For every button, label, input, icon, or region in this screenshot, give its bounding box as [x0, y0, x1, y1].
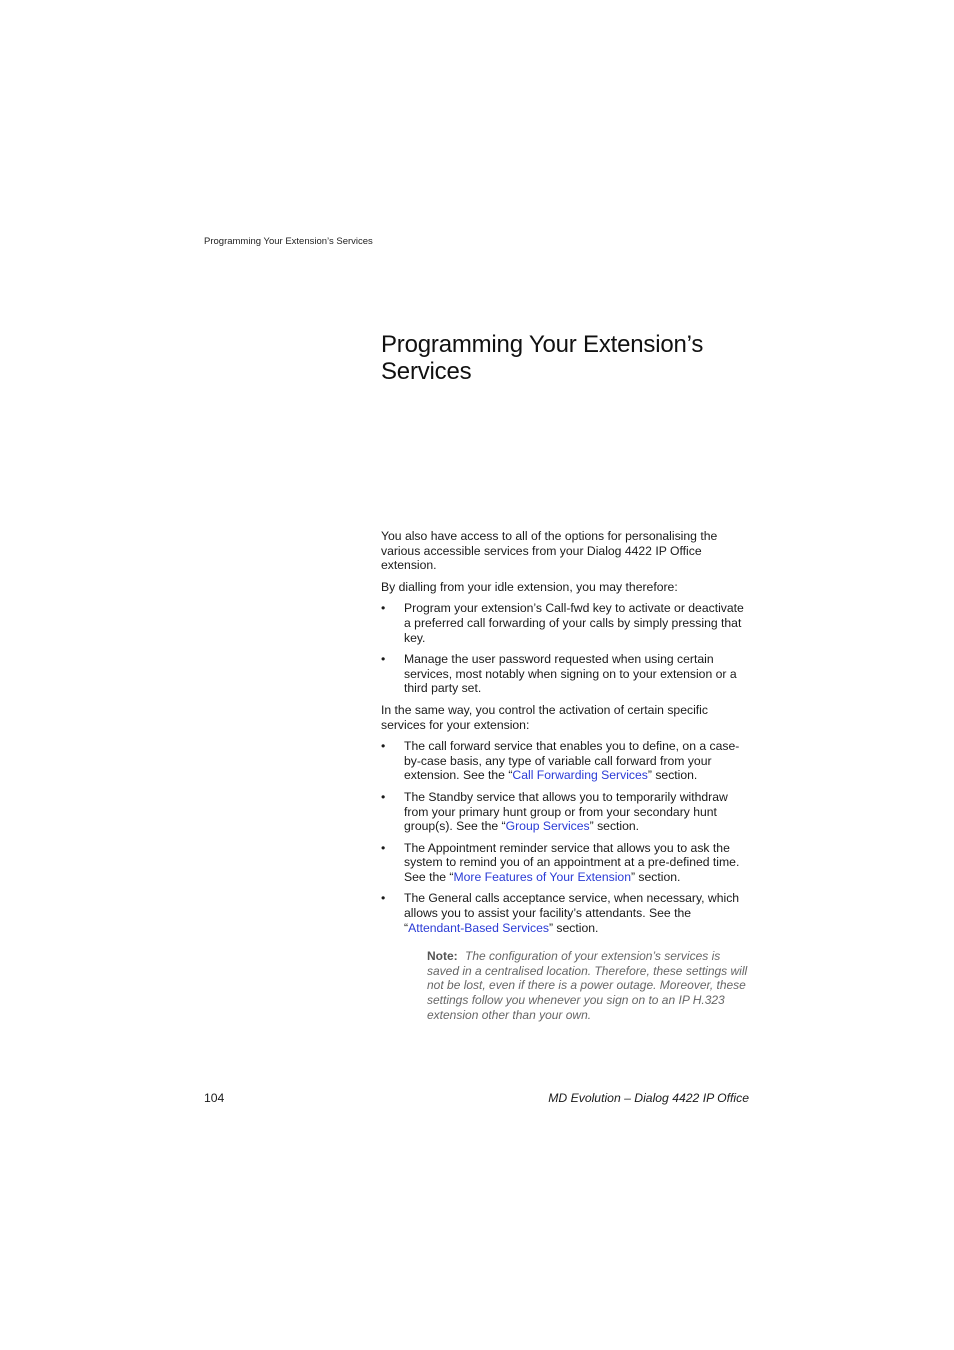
- list-item: [381, 739, 753, 783]
- note-label: Note:: [427, 949, 458, 964]
- footer-doc-title: MD Evolution – Dialog 4422 IP Office: [548, 1091, 749, 1105]
- lead-in-paragraph: By dialling from your idle extension, you may therefore:: [381, 579, 678, 594]
- list-item-text: The call forward service that enables you to define, on a case-by-case basis, any type of variable call forward from your extension. See the “: [404, 739, 740, 783]
- bullet-marker: •: [381, 891, 386, 906]
- list-item: [381, 790, 753, 834]
- more-features-link[interactable]: More Features of Your Extension: [453, 869, 631, 884]
- note-box: [427, 949, 753, 1022]
- bullet-list-dialling: [381, 601, 753, 696]
- list-item: [381, 891, 753, 935]
- intro-paragraph: You also have access to all of the options for personalising the various accessible services from your Dialog 4422 IP Office extension.: [381, 529, 718, 573]
- bullet-marker: •: [381, 840, 386, 855]
- list-item: [381, 652, 753, 696]
- list-item: [381, 601, 753, 645]
- list-item-text: ” section.: [630, 869, 681, 884]
- page-title-line2: Services: [381, 358, 472, 385]
- list-item-text: The Standby service that allows you to temporarily withdraw from your primary hunt group or from your secondary hunt group(s). See the “: [404, 789, 728, 834]
- list-item: [381, 841, 753, 885]
- list-item-text: ” section.: [589, 819, 640, 834]
- bullet-marker: •: [381, 789, 386, 804]
- page-title: [381, 331, 761, 385]
- list-item-text: ” section.: [647, 768, 698, 783]
- bullet-marker: •: [381, 652, 386, 667]
- note-text: The configuration of your extension’s services is saved in a centralised location. Therefore, these settings will not be lost, even if there is a power outage. Moreover, these settings follow you whenever you sign on to an IP H.323 extension other than your own.: [427, 949, 748, 1022]
- bullet-marker: •: [381, 739, 386, 754]
- mid-paragraph: In the same way, you control the activation of certain specific services for your extension:: [381, 702, 708, 732]
- list-item-text: ” section.: [548, 920, 599, 935]
- running-header: Programming Your Extension’s Services: [204, 236, 373, 247]
- body-text: [381, 529, 753, 1022]
- list-item-text: Program your extension’s Call-fwd key to activate or deactivate a preferred call forwarding of your calls by simply pressing that key.: [404, 601, 744, 645]
- list-item-text: The Appointment reminder service that allows you to ask the system to remind you of an appointment at a pre-defined time. See the “: [404, 840, 740, 884]
- call-forwarding-services-link[interactable]: Call Forwarding Services: [512, 768, 648, 783]
- attendant-based-services-link[interactable]: Attendant-Based Services: [408, 920, 549, 935]
- bullet-list-services: [381, 739, 753, 935]
- page-title-line1: Programming Your Extension’s: [381, 331, 704, 358]
- group-services-link[interactable]: Group Services: [505, 819, 590, 834]
- list-item-text: Manage the user password requested when using certain services, most notably when signing on to your extension or a third party set.: [404, 652, 737, 696]
- page-number: 104: [204, 1091, 225, 1105]
- bullet-marker: •: [381, 601, 386, 616]
- list-item-text: The General calls acceptance service, when necessary, which allows you to assist your facility’s attendants. See the “: [404, 891, 740, 935]
